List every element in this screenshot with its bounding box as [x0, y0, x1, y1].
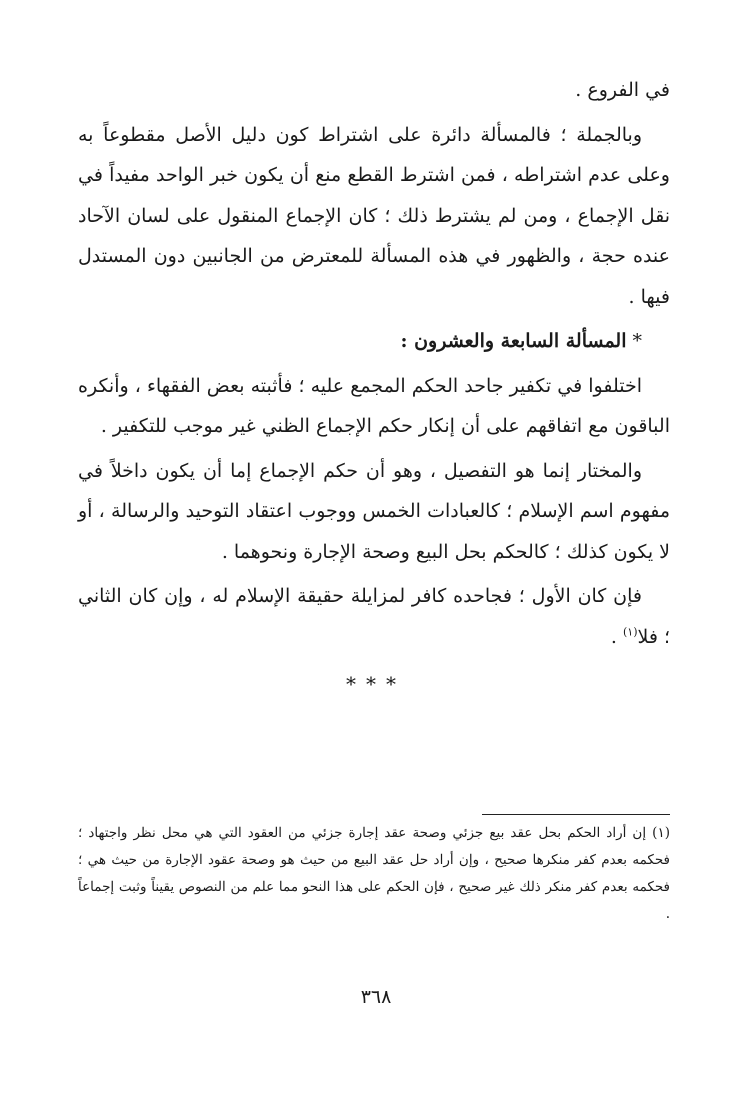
footnote-reference[interactable]: (١)	[622, 625, 638, 639]
main-text	[78, 70, 670, 661]
paragraph-4-text: فإن كان الأول ؛ فجاحده كافر لمزايلة حقيقة الإسلام له ، وإن كان الثاني ؛ فلا	[78, 585, 670, 648]
paragraph-1: وبالجملة ؛ فالمسألة دائرة على اشتراط كون دليل الأصل مقطوعاً به وعلى عدم اشتراطه ، فمن اشترط القطع منع أن يكون خبر الواحد مفيداً في نقل الإجماع ، ومن لم يشترط ذلك ؛ كان الإجماع المنقول على لسان الآحاد عنده حجة ، والظهور في هذه المسألة للمعترض من الجانبين دون المستدل فيها .	[78, 123, 670, 308]
paragraph-4	[78, 576, 670, 657]
section-heading	[78, 321, 670, 362]
section-heading-text: المسألة السابعة والعشرون :	[400, 330, 627, 352]
continuation-line: في الفروع .	[575, 79, 670, 101]
paragraph-3: والمختار إنما هو التفصيل ، وهو أن حكم الإجماع إما أن يكون داخلاً في مفهوم اسم الإسلام ؛ كالعبادات الخمس ووجوب اعتقاد التوحيد والرسالة ، أو لا يكون كذلك ؛ كالحكم بحل البيع وصحة الإجارة ونحوهما .	[78, 459, 670, 563]
paragraph-2: اختلفوا في تكفير جاحد الحكم المجمع عليه ؛ فأثبته بعض الفقهاء ، وأنكره الباقون مع اتفاقهم على أن إنكار حكم الإجماع الظني غير موجب للتكفير .	[78, 374, 670, 437]
footnote-divider	[482, 814, 670, 815]
page-number: ٣٦٨	[360, 986, 392, 1008]
paragraph-4-end: .	[610, 625, 623, 648]
footnotes	[78, 820, 670, 928]
asterisk-icon: *	[632, 330, 642, 352]
footnote-1: (١) إن أراد الحكم بحل عقد بيع جزئي وصحة عقد إجارة جزئي من العقود التي هي محل نظر واجتهاد ؛ فحكمه بعدم كفر منكرها صحيح ، وإن أراد حل عقد البيع من حيث هو وصحة عقود الإجارة من حيث هي ؛ فحكمه بعدم كفر منكر ذلك غير صحيح ، فإن الحكم على هذا النحو مما علم من النصوص يقيناً وثبت إجماعاً .	[78, 825, 670, 922]
section-separator: ***	[346, 672, 406, 696]
